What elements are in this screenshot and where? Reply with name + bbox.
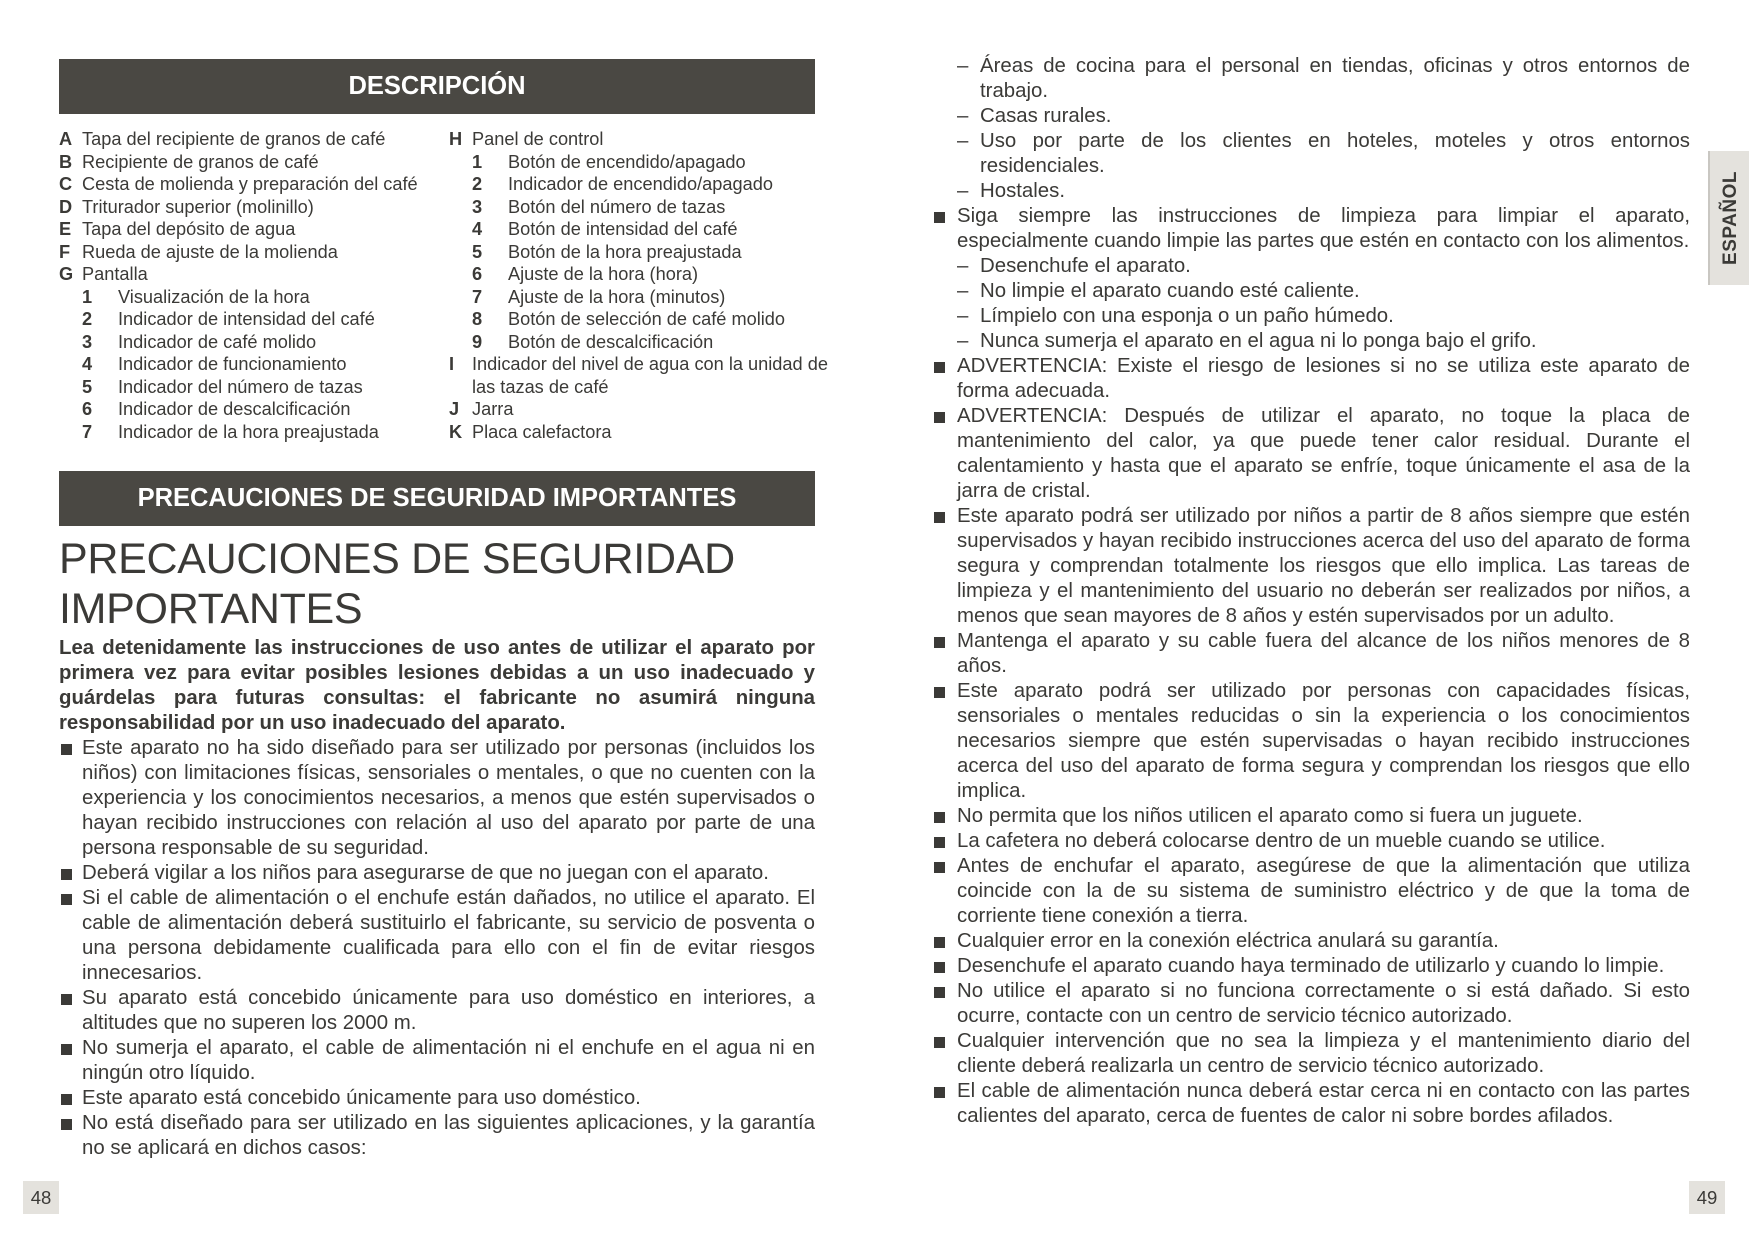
language-tab [1708,151,1749,285]
dash-item-text: No limpie el aparato cuando esté caliente. [980,280,1360,302]
description-column-left [59,128,429,443]
desc-subkey: 5 [82,376,93,397]
desc-subkey: 2 [472,174,483,194]
dash-marker-icon: – [957,180,969,202]
list-item-text: No está diseñado para ser utilizado en las siguientes aplicaciones, y la garantía no se aplicará en dichos casos: [82,1112,815,1159]
desc-subkey: 9 [472,331,483,352]
desc-subitem [59,331,429,354]
dash-marker-icon: – [957,55,969,77]
desc-key: D [59,196,73,217]
description-list [59,114,828,457]
desc-subkey: 7 [82,421,93,442]
description-column-right [449,128,829,443]
list-item-text: Siga siempre las instrucciones de limpieza para limpiar el aparato, especialmente cuando limpie las partes que estén en contacto con los alimentos. [957,205,1690,252]
desc-subkey: 1 [82,286,93,307]
list-item [932,1079,1690,1129]
desc-key: F [59,241,71,262]
list-item [59,986,815,1036]
dash-item [932,54,1690,104]
list-item-text: No permita que los niños utilicen el aparato como si fuera un juguete. [957,805,1583,827]
list-item [932,804,1690,829]
desc-key: I [449,354,455,374]
square-bullet-icon [934,512,945,523]
desc-subitem [449,173,829,196]
dash-item [932,279,1690,304]
desc-subkey: 3 [82,331,93,352]
dash-marker-icon: – [957,330,969,352]
desc-value: Tapa del depósito de agua [82,219,296,239]
dash-item [932,329,1690,354]
desc-item [449,398,829,421]
usage-dash-list [932,54,1690,204]
dash-item-text: Casas rurales. [980,105,1112,127]
dash-marker-icon: – [957,280,969,302]
desc-item [59,128,429,151]
desc-item [59,196,429,219]
desc-key: J [449,399,460,419]
desc-value: Placa calefactora [472,421,612,442]
square-bullet-icon [934,937,945,948]
desc-item [59,263,429,286]
desc-subvalue: Botón de selección de café molido [508,309,786,329]
square-bullet-icon [934,637,945,648]
dash-item-text: Hostales. [980,180,1065,202]
list-item [932,629,1690,679]
desc-subitem [449,263,829,286]
list-item [932,679,1690,804]
desc-subvalue: Indicador de la hora preajustada [118,421,379,442]
dash-item-text: Áreas de cocina para el personal en tiendas, oficinas y otros entornos de trabajo. [980,55,1690,102]
dash-item [932,304,1690,329]
desc-subkey: 4 [82,354,93,374]
right-page [932,54,1690,1129]
desc-item [449,421,829,444]
desc-subvalue: Botón de intensidad del café [508,219,738,239]
desc-subitem [449,241,829,264]
desc-item [59,151,429,174]
language-tab-label: ESPAÑOL [1719,171,1741,265]
square-bullet-icon [61,1119,72,1130]
list-item [932,954,1690,979]
desc-subvalue: Indicador de encendido/apagado [508,174,773,194]
page-title: PRECAUCIONES DE SEGURIDAD IMPORTANTES [59,535,735,633]
page-number-right: 49 [1689,1181,1725,1214]
list-item [59,861,815,886]
desc-subitem [59,421,429,444]
list-item-text: Este aparato no ha sido diseñado para ser utilizado por personas (incluidos los niños) con limitaciones físicas, sensoriales o mentales, o que no cuenten con la experiencia y los conocimientos necesarios, a menos que estén supervisados o hayan recibido instrucciones con relación al uso del aparato por parte de una persona responsable de su seguridad. [82,737,815,859]
left-bullet-list [59,736,815,1161]
desc-subkey: 7 [472,286,483,307]
desc-key: H [449,129,463,149]
desc-item [59,218,429,241]
square-bullet-icon [934,987,945,998]
square-bullet-icon [61,1044,72,1055]
cleaning-bullet [932,204,1690,254]
square-bullet-icon [934,962,945,973]
desc-subkey: 8 [472,309,483,329]
square-bullet-icon [61,1094,72,1105]
desc-key: B [59,151,73,172]
desc-value: Cesta de molienda y preparación del café [82,174,418,194]
dash-item-text: Desenchufe el aparato. [980,255,1191,277]
dash-item [932,104,1690,129]
desc-subvalue: Indicador del número de tazas [118,376,363,397]
square-bullet-icon [934,687,945,698]
square-bullet-icon [934,862,945,873]
desc-subitem [449,331,829,354]
dash-item-text: Límpielo con una esponja o un paño húmedo. [980,305,1394,327]
desc-subitem [449,308,829,331]
desc-subvalue: Botón de encendido/apagado [508,151,746,172]
desc-value: Triturador superior (molinillo) [82,196,314,217]
desc-subvalue: Visualización de la hora [118,286,310,307]
desc-subkey: 2 [82,309,93,329]
square-bullet-icon [61,894,72,905]
list-item [932,404,1690,504]
list-item [59,1086,815,1111]
desc-subvalue: Ajuste de la hora (hora) [508,264,699,284]
list-item-text: Antes de enchufar el aparato, asegúrese de que la alimentación que utiliza coincide con la de su sistema de suministro eléctrico y de que la toma de corriente tiene conexión a tierra. [957,855,1690,927]
description-header: DESCRIPCIÓN [59,59,815,114]
desc-value: Rueda de ajuste de la molienda [82,241,338,262]
desc-item [449,128,829,151]
list-item-text: Su aparato está concebido únicamente para uso doméstico en interiores, a altitudes que no superen los 2000 m. [82,987,815,1034]
dash-item [932,129,1690,179]
desc-key: C [59,174,73,194]
right-bullet-list [932,354,1690,1129]
list-item [59,736,815,861]
list-item [932,929,1690,954]
desc-value: Pantalla [82,264,148,284]
desc-key: G [59,264,74,284]
list-item-text: ADVERTENCIA: Existe el riesgo de lesiones si no se utiliza este aparato de forma adecuada. [957,355,1690,402]
list-item-text: No utilice el aparato si no funciona correctamente o si está dañado. Si esto ocurre, contacte con un centro de servicio técnico autorizado. [957,980,1690,1027]
desc-subkey: 5 [472,241,483,262]
square-bullet-icon [934,837,945,848]
dash-item-text: Nunca sumerja el aparato en el agua ni lo ponga bajo el grifo. [980,330,1537,352]
list-item [932,829,1690,854]
desc-item [59,173,429,196]
desc-subvalue: Ajuste de la hora (minutos) [508,286,726,307]
desc-subkey: 3 [472,196,483,217]
desc-subkey: 6 [472,264,483,284]
list-item-text: No sumerja el aparato, el cable de alimentación ni el enchufe en el agua ni en ningún otro líquido. [82,1037,815,1084]
dash-marker-icon: – [957,255,969,277]
desc-subitem [59,308,429,331]
desc-value: Panel de control [472,129,604,149]
dash-marker-icon: – [957,105,969,127]
precautions-header: PRECAUCIONES DE SEGURIDAD IMPORTANTES [59,471,815,526]
desc-subitem [59,376,429,399]
list-item-text: Mantenga el aparato y su cable fuera del alcance de los niños menores de 8 años. [957,630,1690,677]
list-item [59,1111,815,1161]
cleaning-dash-list [932,254,1690,354]
desc-key: E [59,219,72,239]
list-item-text: Este aparato está concebido únicamente para uso doméstico. [82,1087,641,1109]
list-item [932,979,1690,1029]
dash-item [932,179,1690,204]
desc-subvalue: Indicador de descalcificación [118,399,351,419]
dash-item-text: Uso por parte de los clientes en hoteles, moteles y otros entornos residenciales. [980,130,1690,177]
desc-value: Recipiente de granos de café [82,151,319,172]
desc-subitem [449,218,829,241]
left-page [59,0,828,1161]
dash-item [932,254,1690,279]
list-item [932,354,1690,404]
dash-marker-icon: – [957,305,969,327]
square-bullet-icon [934,362,945,373]
desc-subkey: 1 [472,151,483,172]
desc-subvalue: Indicador de funcionamiento [118,354,347,374]
desc-subvalue: Botón de descalcificación [508,331,714,352]
desc-value: Jarra [472,399,514,419]
list-item-text: Deberá vigilar a los niños para asegurarse de que no juegan con el aparato. [82,862,769,884]
square-bullet-icon [61,994,72,1005]
list-item-text: Si el cable de alimentación o el enchufe están dañados, no utilice el aparato. El cable de alimentación deberá sustituirlo el fabricante, su servicio de posventa o una persona debidamente cualificada para ello con el fin de evitar riesgos innecesarios. [82,887,815,984]
list-item [932,1029,1690,1079]
list-item [932,504,1690,629]
list-item-text: ADVERTENCIA: Después de utilizar el aparato, no toque la placa de mantenimiento del calor, ya que puede tener calor residual. Durante el calentamiento y hasta que el aparato se enfríe, toque únicamente el asa de la jarra de cristal. [957,405,1690,502]
desc-subkey: 4 [472,219,483,239]
list-item [59,886,815,986]
desc-value: Indicador del nivel de agua con la unidad de las tazas de café [472,354,828,397]
desc-subvalue: Indicador de café molido [118,331,317,352]
desc-key: A [59,129,73,149]
list-item-text: Desenchufe el aparato cuando haya terminado de utilizarlo y cuando lo limpie. [957,955,1665,977]
list-item-text: Este aparato podrá ser utilizado por niños a partir de 8 años siempre que estén supervisados y hayan recibido instrucciones acerca del uso del aparato de forma segura y comprendan totalmente los riesgos que ello implica. Las tareas de limpieza y el mantenimiento del usuario no deberán ser realizados por niños, a menos que sean mayores de 8 años y estén supervisados por un adulto. [957,505,1690,627]
list-item-text: Este aparato podrá ser utilizado por personas con capacidades físicas, sensoriales o mentales reducidas o sin la experiencia o los conocimientos necesarios siempre que estén supervisadas o hayan recibido instrucciones acerca del uso del aparato de forma segura y comprendan los riesgos que ello implica. [957,680,1690,802]
list-item-text: Cualquier intervención que no sea la limpieza y el mantenimiento diario del cliente deberá realizarla un centro de servicio técnico autorizado. [957,1030,1690,1077]
list-item-text: El cable de alimentación nunca deberá estar cerca ni en contacto con las partes calientes del aparato, cerca de fuentes de calor ni sobre bordes afilados. [957,1080,1690,1127]
square-bullet-icon [934,1037,945,1048]
desc-subvalue: Indicador de intensidad del café [118,309,375,329]
desc-subitem [449,151,829,174]
desc-subitem [59,398,429,421]
desc-item [449,353,829,398]
list-item-text: Cualquier error en la conexión eléctrica anulará su garantía. [957,930,1499,952]
dash-marker-icon: – [957,130,969,152]
desc-subvalue: Botón del número de tazas [508,196,726,217]
page-number-left: 48 [23,1181,59,1214]
desc-subitem [59,286,429,309]
desc-subkey: 6 [82,399,93,419]
list-item [932,854,1690,929]
desc-value: Tapa del recipiente de granos de café [82,129,386,149]
square-bullet-icon [61,744,72,755]
desc-subitem [449,286,829,309]
intro-paragraph: Lea detenidamente las instrucciones de uso antes de utilizar el aparato por primera vez para evitar posibles lesiones debidas a un uso inadecuado y guárdelas para futuras consultas: el fabricante no asumirá ninguna responsabilidad por un uso inadecuado del aparato. [59,637,815,734]
desc-subitem [59,353,429,376]
desc-item [59,241,429,264]
square-bullet-icon [934,412,945,423]
list-item [932,204,1690,254]
desc-key: K [449,421,463,442]
list-item-text: La cafetera no deberá colocarse dentro de un mueble cuando se utilice. [957,830,1606,852]
square-bullet-icon [934,1087,945,1098]
square-bullet-icon [934,212,945,223]
desc-subitem [449,196,829,219]
square-bullet-icon [61,869,72,880]
list-item [59,1036,815,1086]
desc-subvalue: Botón de la hora preajustada [508,241,742,262]
square-bullet-icon [934,812,945,823]
